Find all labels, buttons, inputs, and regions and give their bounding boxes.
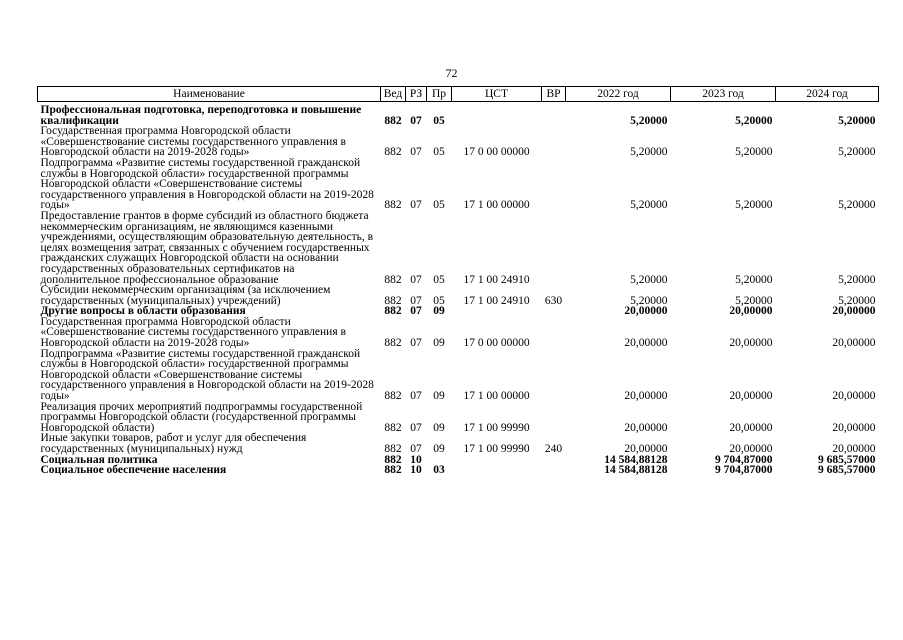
row-vr [542,465,566,476]
row-cst [452,455,542,466]
row-rz: 07 [410,199,422,212]
row-pr: 05 [433,294,445,307]
row-cst: 17 1 00 00000 [463,390,530,403]
header-pr: Пр [427,87,452,102]
row-name: Субсидии некоммерческим организациям (за исключением государственных (муниципальных) учреждений) [40,284,331,307]
row-rz: 07 [410,443,422,455]
row-vr: 630 [544,294,563,307]
row-2024: 20,00000 [832,337,876,350]
row-rz: 10 [410,453,422,466]
row-vr [542,158,566,211]
row-name: Профессиональная подготовка, переподготовка и повышение квалификации [40,104,362,127]
row-ved: 882 [384,294,402,307]
table-row [38,285,879,306]
table-row [38,349,879,402]
row-vr [542,349,566,402]
row-ved: 882 [384,337,402,350]
row-2022: 20,00000 [624,390,668,403]
page-number: 72 [445,66,458,80]
row-rz: 10 [410,464,422,477]
row-cst: 17 1 00 99990 [463,443,530,455]
row-vr [542,211,566,285]
row-rz: 07 [410,337,422,350]
row-2023: 5,20000 [735,273,773,286]
row-2024: 5,20000 [838,294,876,307]
row-ved: 882 [384,421,402,434]
row-ved: 882 [384,114,402,127]
header-2023: 2023 год [671,87,776,102]
row-2022: 5,20000 [630,199,668,212]
row-pr: 09 [433,421,445,434]
row-pr: 03 [433,464,445,477]
row-cst: 17 1 00 24910 [463,273,530,286]
row-2022: 14 584,88128 [604,464,668,477]
row-2022: 20,00000 [624,443,668,455]
row-2023: 20,00000 [729,305,773,318]
row-vr [542,102,566,127]
row-ved: 882 [384,453,402,466]
row-2024: 5,20000 [838,114,876,127]
row-name: Иные закупки товаров, работ и услуг для обеспечения государственных (муниципальных) нужд [40,432,307,455]
table-row [38,126,879,158]
header-ved: Вед [381,87,406,102]
row-rz: 07 [410,114,422,127]
row-2022: 20,00000 [624,305,668,318]
row-vr [542,306,566,317]
header-cst: ЦСТ [452,87,542,102]
table-header [38,87,879,102]
row-ved: 882 [384,443,402,455]
row-rz: 07 [410,421,422,434]
row-2023: 20,00000 [729,443,773,455]
row-cst: 17 0 00 00000 [463,146,530,159]
row-2023: 20,00000 [729,421,773,434]
row-pr: 05 [433,146,445,159]
row-pr: 05 [433,114,445,127]
row-name: Социальная политика [40,453,158,466]
row-name: Государственная программа Новгородской области «Совершенствование системы государственного управления в Новгородской области на 2019-2028 годы» [40,125,346,159]
budget-table [37,86,879,476]
row-vr: 240 [544,443,563,455]
row-rz: 07 [410,273,422,286]
row-ved: 882 [384,199,402,212]
header-vr: ВР [542,87,566,102]
row-2023: 9 704,87000 [715,464,773,477]
row-2022: 5,20000 [630,146,668,159]
row-2022: 5,20000 [630,273,668,286]
row-2022: 5,20000 [630,294,668,307]
row-2023: 20,00000 [729,337,773,350]
row-2023: 9 704,87000 [715,453,773,466]
row-name: Реализация прочих мероприятий подпрограммы государственной программы Новгородской области (государственной программы Новгородской области) [40,400,363,434]
table-row [38,317,879,349]
row-cst: 17 1 00 00000 [463,199,530,212]
row-ved: 882 [384,146,402,159]
row-2022: 20,00000 [624,337,668,350]
row-name: Социальное обеспечение населения [40,464,227,477]
row-2024: 5,20000 [838,146,876,159]
header-name: Наименование [38,87,381,102]
row-name: Подпрограмма «Развитие системы государственной гражданской службы в Новгородской области» государственной программы Новгородской области «Совершенствование системы государственного управления в Новгородской области на 2019-2028 годы» [40,347,374,403]
row-2024: 9 685,57000 [818,453,876,466]
row-cst: 17 1 00 24910 [463,294,530,307]
row-2024: 20,00000 [832,443,876,455]
row-rz: 07 [410,294,422,307]
row-2024: 9 685,57000 [818,464,876,477]
row-ved: 882 [384,464,402,477]
header-2022: 2022 год [566,87,671,102]
row-2022: 20,00000 [624,421,668,434]
row-name: Другие вопросы в области образования [40,305,246,318]
row-ved: 882 [384,305,402,318]
row-vr [542,455,566,466]
header-2024: 2024 год [776,87,879,102]
row-pr: 09 [433,390,445,403]
row-pr: 09 [433,305,445,318]
row-2023: 5,20000 [735,146,773,159]
row-2023: 5,20000 [735,114,773,127]
row-name: Подпрограмма «Развитие системы государственной гражданской службы в Новгородской области» государственной программы Новгородской области «Совершенствование системы государственного управления в Новгородской области на 2019-2028 годы» [40,156,374,212]
table-row [38,211,879,285]
row-rz: 07 [410,390,422,403]
row-cst: 17 1 00 99990 [463,421,530,434]
table-row [38,102,879,127]
row-2024: 20,00000 [832,421,876,434]
row-ved: 882 [384,390,402,403]
row-2024: 20,00000 [832,305,876,318]
row-name: Предоставление грантов в форме субсидий из областного бюджета некоммерческим организациям, не являющимся казенными учреждениями, осуществляющим образовательную деятельность, в целях возмещения затрат, связанных с обучением государственных гражданских служащих Новгородской области на основании государственных образовательных сертификатов на дополнительное профессиональное образование [40,209,374,286]
row-2022: 14 584,88128 [604,453,668,466]
row-2023: 20,00000 [729,390,773,403]
row-pr: 05 [433,199,445,212]
header-rz: РЗ [406,87,427,102]
row-cst [452,102,542,127]
row-cst [452,465,542,476]
row-ved: 882 [384,273,402,286]
row-2023: 5,20000 [735,199,773,212]
row-pr: 09 [433,443,445,455]
row-2024: 5,20000 [838,273,876,286]
row-2023: 5,20000 [735,294,773,307]
table-row [38,158,879,211]
table-body [38,102,879,476]
row-pr: 05 [433,273,445,286]
row-cst [452,306,542,317]
row-2022: 5,20000 [630,114,668,127]
table-row [38,402,879,434]
row-vr [542,317,566,349]
row-name: Государственная программа Новгородской области «Совершенствование системы государственного управления в Новгородской области на 2019-2028 годы» [40,315,346,350]
row-pr: 09 [433,337,445,350]
table-row [38,433,879,454]
row-rz: 07 [410,305,422,318]
table-row [38,465,879,476]
row-vr [542,126,566,158]
row-2024: 20,00000 [832,390,876,403]
row-2024: 5,20000 [838,199,876,212]
row-vr [542,402,566,434]
row-rz: 07 [410,146,422,159]
row-cst: 17 0 00 00000 [463,337,530,350]
